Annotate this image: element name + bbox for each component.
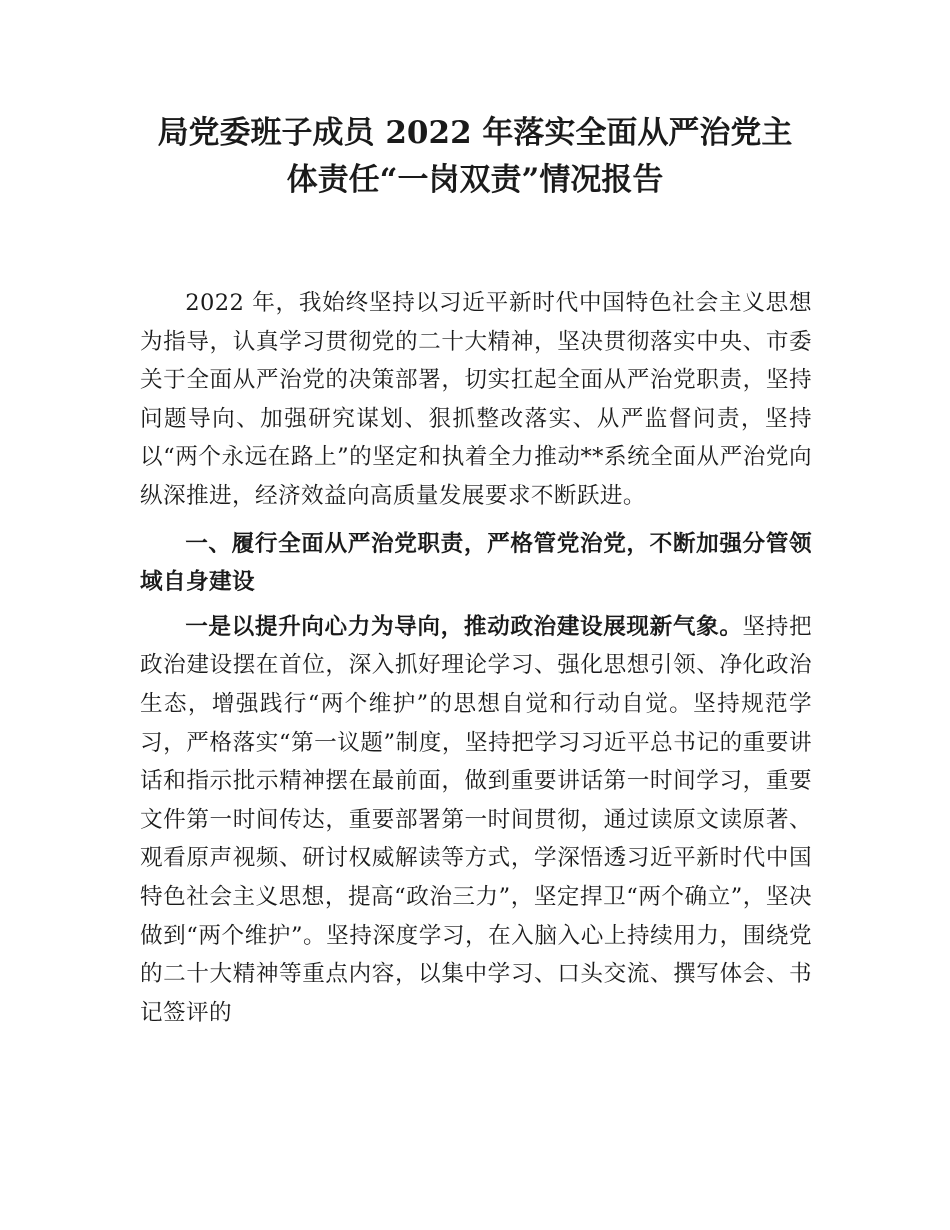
section-heading: 一、履行全面从严治党职责，严格管党治党，不断加强分管领域自身建设 <box>140 530 812 596</box>
point-body: 坚持把政治建设摆在首位，深入抓好理论学习、强化思想引领、净化政治生态，增强践行“两个维护”的思想自觉和行动自觉。坚持规范学习，严格落实“第一议题”制度，坚持把学习习近平总书记的重要讲话和指示批示精神摆在最前面，做到重要讲话第一时间学习，重要文件第一时间传达，重要部署第一时间贯彻，通过读原文读原著、观看原声视频、研讨权威解读等方式，学深悟透习近平新时代中国特色社会主义思想，提高“政治三力”，坚定捍卫“两个确立”，坚决做到“两个维护”。坚持深度学习，在入脑入心上持续用力，围绕党的二十大精神等重点内容，以集中学习、口头交流、撰写体会、书记签评的 <box>140 613 812 1026</box>
title-line-2: 体责任“一岗双责”情况报告 <box>286 162 664 198</box>
document-body <box>140 284 812 1032</box>
document-title <box>130 110 820 204</box>
point-lead: 一是以提升向心力为导向，推动政治建设展现新气象。 <box>185 613 743 640</box>
point-paragraph <box>140 608 812 1033</box>
title-line-1: 局党委班子成员 2022 年落实全面从严治党主 <box>157 115 793 151</box>
intro-paragraph: 2022 年，我始终坚持以习近平新时代中国特色社会主义思想为指导，认真学习贯彻党的二十大精神，坚决贯彻落实中央、市委关于全面从严治党的决策部署，切实扛起全面从严治党职责，坚持问题导向、加强研究谋划、狠抓整改落实、从严监督问责，坚持以“两个永远在路上”的坚定和执着全力推动**系统全面从严治党向纵深推进，经济效益向高质量发展要求不断跃进。 <box>140 290 812 509</box>
